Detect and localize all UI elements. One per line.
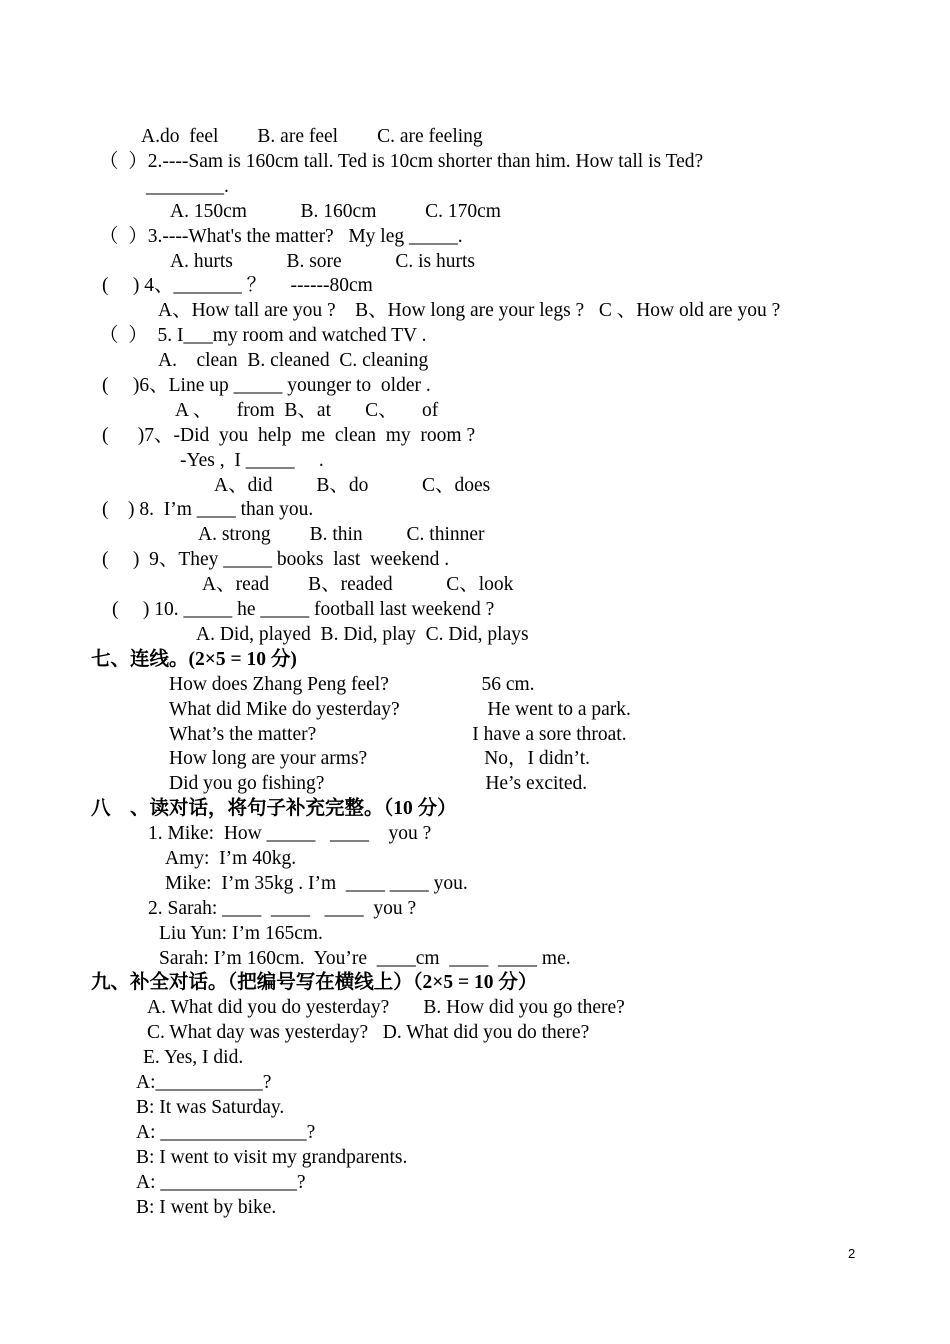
line-31: 2. Sarah: ____ ____ ____ you ? (148, 898, 417, 919)
line-5: A. hurts B. sore C. is hurts (170, 251, 475, 272)
line-39: B: It was Saturday. (136, 1097, 285, 1118)
line-0: A.do feel B. are feel C. are feeling (141, 126, 483, 147)
line-15: ( ) 8. I’m ____ than you. (102, 499, 314, 520)
line-7: A、How tall are you ? B、How long are your legs ? C 、How old are you ? (158, 300, 781, 321)
line-6: ( ) 4、_______ ？ ------80cm (102, 275, 373, 296)
line-4: （ ）3.----What's the matter? My leg _____. (99, 226, 463, 247)
line-17: ( ) 9、They _____ books last weekend . (102, 549, 450, 570)
section-7-heading: 七、连线。(2×5 = 10 分) (91, 649, 297, 670)
section-8-heading: 八 、读对话，将句子补充完整。（10 分） (91, 798, 457, 819)
line-33: Sarah: I’m 160cm. You’re ____cm ____ ____ me. (159, 948, 571, 969)
line-16: A. strong B. thin C. thinner (198, 524, 485, 545)
line-38: A:___________? (136, 1072, 272, 1093)
line-30: Mike: I’m 35kg . I’m ____ ____ you. (165, 873, 468, 894)
page-number: 2 (848, 1246, 856, 1261)
line-26: Did you go fishing? He’s excited. (169, 773, 588, 794)
line-1: （ ）2.----Sam is 160cm tall. Ted is 10cm shorter than him. How tall is Ted? (99, 151, 704, 172)
line-32: Liu Yun: I’m 165cm. (159, 923, 323, 944)
line-3: A. 150cm B. 160cm C. 170cm (170, 201, 501, 222)
line-22: How does Zhang Peng feel? 56 cm. (169, 674, 535, 695)
line-25: How long are your arms? No，I didn’t. (169, 748, 590, 769)
line-12: ( )7、-Did you help me clean my room ? (102, 425, 476, 446)
section-9-heading: 九、补全对话。（把编号写在横线上）（2×5 = 10 分） (91, 972, 538, 993)
line-13: -Yes , I _____ . (180, 450, 324, 471)
line-36: C. What day was yesterday? D. What did you do there? (147, 1022, 590, 1043)
line-11: A 、 from B、at C、 of (175, 400, 439, 421)
line-42: A: ______________? (136, 1172, 306, 1193)
line-18: A、read B、readed C、look (202, 574, 514, 595)
line-24: What’s the matter? I have a sore throat. (169, 724, 627, 745)
line-23: What did Mike do yesterday? He went to a park. (169, 699, 631, 720)
line-29: Amy: I’m 40kg. (165, 848, 297, 869)
line-8: （ ） 5. I___my room and watched TV . (99, 325, 427, 346)
line-2: ________. (146, 176, 229, 197)
line-35: A. What did you do yesterday? B. How did you go there? (147, 997, 625, 1018)
line-9: A. clean B. cleaned C. cleaning (158, 350, 429, 371)
line-41: B: I went to visit my grandparents. (136, 1147, 408, 1168)
line-14: A、did B、do C、does (214, 475, 491, 496)
line-19: ( ) 10. _____ he _____ football last weekend ? (112, 599, 495, 620)
line-43: B: I went by bike. (136, 1197, 277, 1218)
line-28: 1. Mike: How _____ ____ you ? (148, 823, 432, 844)
line-37: E. Yes, I did. (143, 1047, 244, 1068)
line-20: A. Did, played B. Did, play C. Did, plays (196, 624, 529, 645)
line-10: ( )6、Line up _____ younger to older . (102, 375, 431, 396)
line-40: A: _______________? (136, 1122, 316, 1143)
